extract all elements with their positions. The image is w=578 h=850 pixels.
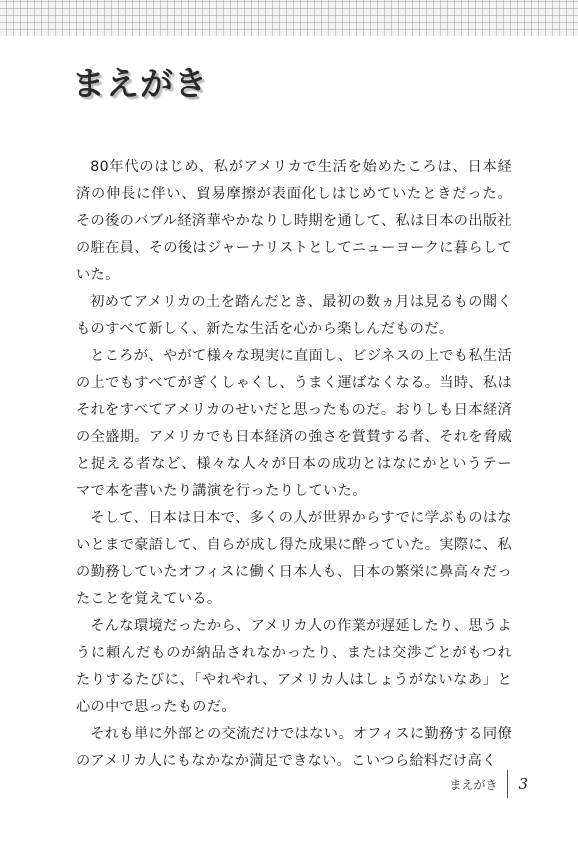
footer-divider xyxy=(507,770,508,798)
paragraph: ところが、やがて様々な現実に直面し、ビジネスの上でも私生活の上でもすべてがぎくしゃくし、うまく運ばなくなる。当時、私はそれをすべてアメリカのせいだと思ったものだ。おりしも日本経済の全盛期。アメリカでも日本経済の強さを賞賛する者、それを脅威と捉える者など、様々な人々が日本の成功とはなにかというテーマで本を書いたり講演を行ったりしていた。 xyxy=(76,348,512,499)
page-number: 3 xyxy=(518,775,528,793)
page-footer xyxy=(449,770,528,798)
page-title: まえがき xyxy=(72,64,208,103)
body-text xyxy=(76,154,512,775)
header-pattern-band xyxy=(0,0,578,36)
paragraph: 80年代のはじめ、私がアメリカで生活を始めたころは、日本経済の伸長に伴い、貿易摩擦が表面化しはじめていたときだった。その後のバブル経済華やかなりし時期を通して、私は日本の出版社の駐在員、その後はジャーナリストとしてニューヨークに暮らしていた。 xyxy=(76,159,512,283)
paragraph: 初めてアメリカの土を踏んだとき、最初の数ヵ月は見るもの聞くものすべて新しく、新たな生活を心から楽しんだものだ。 xyxy=(76,294,512,337)
paragraph: それも単に外部との交流だけではない。オフィスに勤務する同僚のアメリカ人にもなかなか満足できない。こいつら給料だけ高く xyxy=(76,726,512,769)
paragraph: そんな環境だったから、アメリカ人の作業が遅延したり、思うように頼んだものが納品されなかったり、または交渉ごとがもつれたりするたびに、「やれやれ、アメリカ人はしょうがないなあ」と心の中で思ったものだ。 xyxy=(76,618,512,715)
running-footer-label: まえがき xyxy=(449,777,498,792)
paragraph: そして、日本は日本で、多くの人が世界からすでに学ぶものはないとまで豪語して、自らが成し得た成果に酔っていた。実際に、私の勤務していたオフィスに働く日本人も、日本の繁栄に鼻高々だったことを覚えている。 xyxy=(76,510,512,607)
